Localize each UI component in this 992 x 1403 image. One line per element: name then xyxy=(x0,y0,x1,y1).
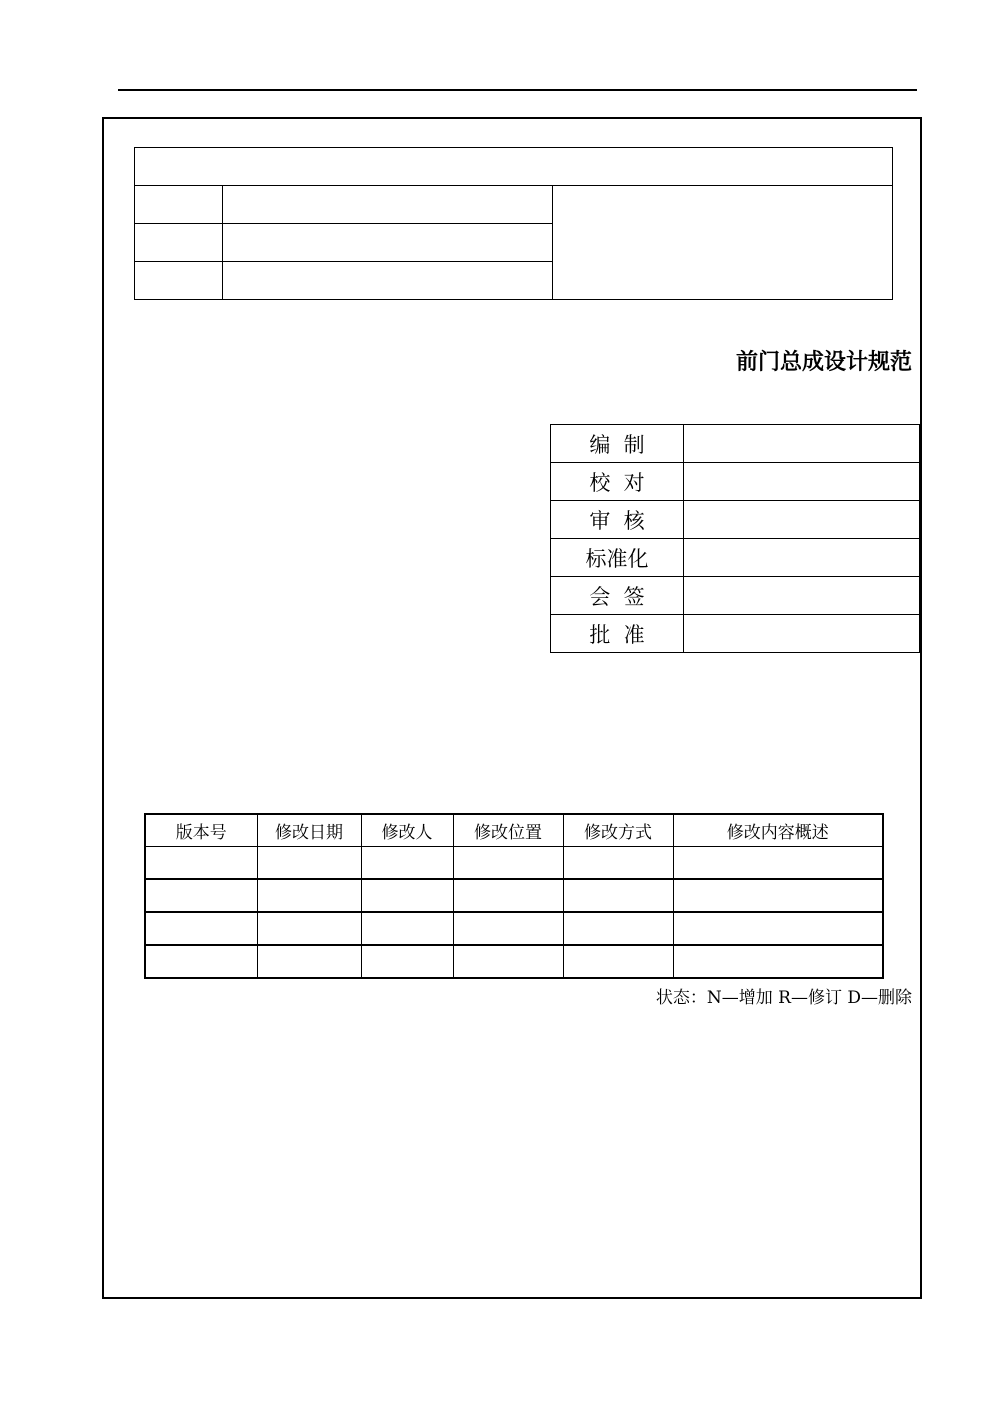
revision-cell xyxy=(453,879,563,912)
signoff-row xyxy=(551,425,920,463)
revision-cell xyxy=(563,945,673,978)
signoff-label: 校 对 xyxy=(551,463,684,501)
revision-cell xyxy=(673,847,883,880)
header-rule xyxy=(118,89,917,91)
revision-cell xyxy=(673,945,883,978)
header-table-cell xyxy=(553,186,893,300)
header-table-cell xyxy=(223,224,553,262)
revision-cell xyxy=(673,912,883,945)
signoff-value xyxy=(684,615,920,653)
header-info-table xyxy=(134,147,893,300)
revision-cell xyxy=(257,945,361,978)
revision-cell xyxy=(453,847,563,880)
revision-cell xyxy=(257,912,361,945)
revision-header-cell: 版本号 xyxy=(145,814,257,847)
header-table-cell xyxy=(223,262,553,300)
revision-row xyxy=(145,847,883,880)
revision-cell xyxy=(145,847,257,880)
revision-cell xyxy=(257,879,361,912)
revision-cell xyxy=(563,912,673,945)
status-legend: 状态：N—增加 R—修订 D—删除 xyxy=(655,988,912,1008)
revision-cell xyxy=(361,847,453,880)
signoff-label: 批 准 xyxy=(551,615,684,653)
signoff-value xyxy=(684,425,920,463)
signoff-value xyxy=(684,501,920,539)
revision-cell xyxy=(563,847,673,880)
header-table-row xyxy=(135,148,893,186)
signoff-row xyxy=(551,615,920,653)
signoff-label: 审 核 xyxy=(551,501,684,539)
revision-cell xyxy=(145,879,257,912)
signoff-label: 编 制 xyxy=(551,425,684,463)
header-table-cell xyxy=(135,224,223,262)
revision-cell xyxy=(257,847,361,880)
revision-cell xyxy=(453,912,563,945)
revision-row xyxy=(145,945,883,978)
revision-cell xyxy=(145,912,257,945)
revision-cell xyxy=(361,945,453,978)
revision-cell xyxy=(145,945,257,978)
revision-cell xyxy=(361,912,453,945)
revision-cell xyxy=(361,879,453,912)
header-table-row xyxy=(135,186,893,224)
revision-header-cell: 修改位置 xyxy=(453,814,563,847)
revision-header-cell: 修改人 xyxy=(361,814,453,847)
revision-table xyxy=(144,813,884,979)
document-title: 前门总成设计规范 xyxy=(735,349,912,375)
revision-cell xyxy=(453,945,563,978)
signoff-label: 会 签 xyxy=(551,577,684,615)
signoff-row xyxy=(551,539,920,577)
revision-header-cell: 修改内容概述 xyxy=(673,814,883,847)
revision-row xyxy=(145,879,883,912)
revision-cell xyxy=(673,879,883,912)
signoff-row xyxy=(551,463,920,501)
header-table-cell xyxy=(135,262,223,300)
revision-header-row xyxy=(145,814,883,847)
signoff-row xyxy=(551,577,920,615)
revision-header-cell: 修改方式 xyxy=(563,814,673,847)
signoff-row xyxy=(551,501,920,539)
revision-header-cell: 修改日期 xyxy=(257,814,361,847)
signoff-value xyxy=(684,463,920,501)
signoff-label: 标准化 xyxy=(551,539,684,577)
signoff-value xyxy=(684,539,920,577)
signoff-value xyxy=(684,577,920,615)
header-table-cell xyxy=(135,148,893,186)
signoff-table xyxy=(550,424,920,653)
revision-row xyxy=(145,912,883,945)
header-table-cell xyxy=(223,186,553,224)
revision-cell xyxy=(563,879,673,912)
header-table-cell xyxy=(135,186,223,224)
